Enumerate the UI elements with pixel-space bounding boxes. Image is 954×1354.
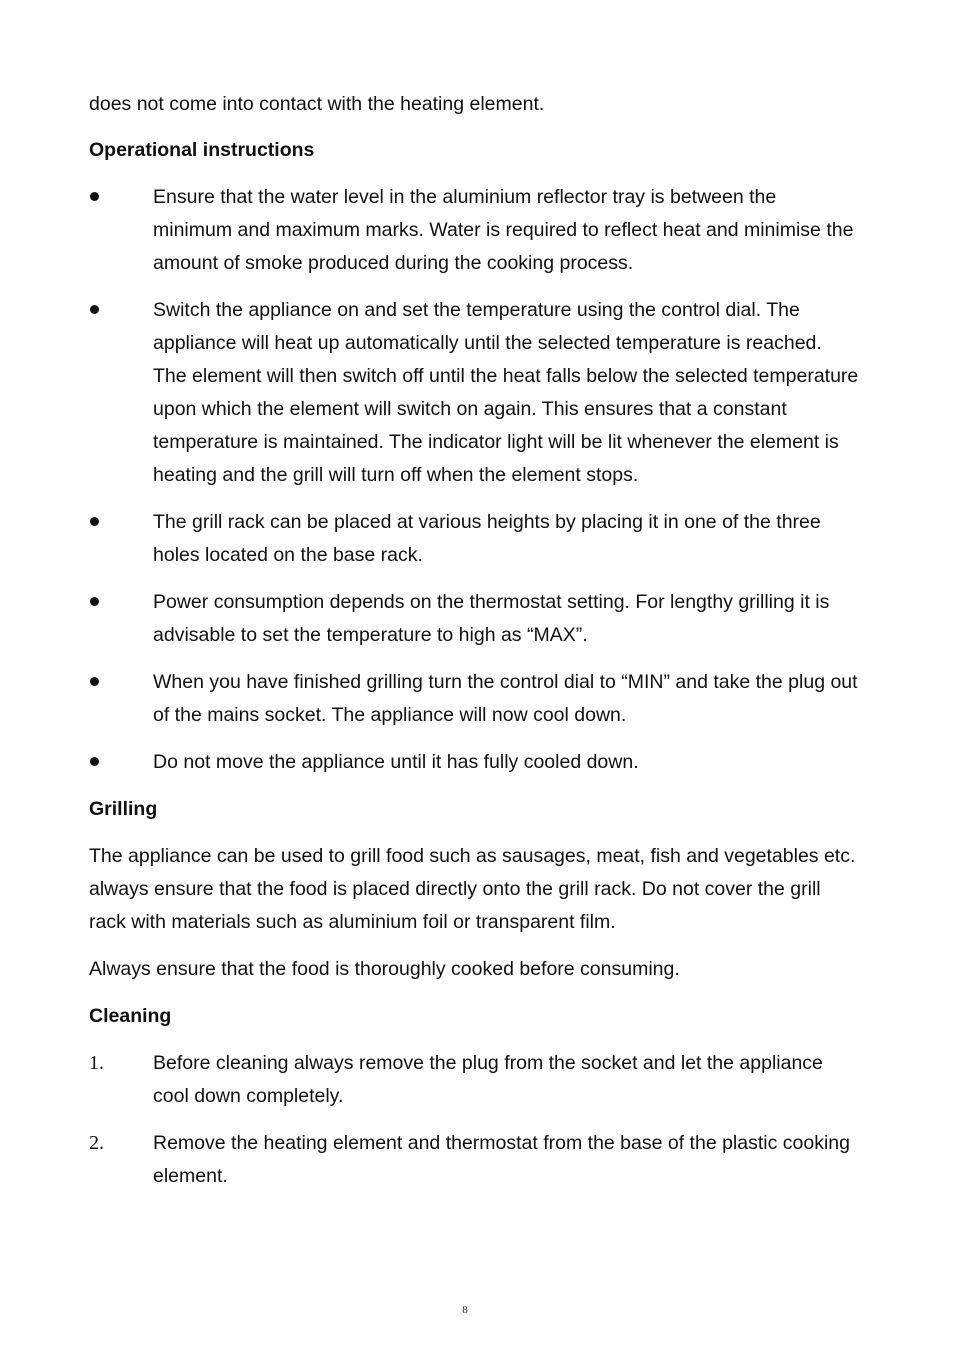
numbered-item [89, 1127, 859, 1193]
bullet-marker [89, 586, 153, 652]
numbered-text: Before cleaning always remove the plug from the socket and let the appliance cool down completely. [153, 1052, 823, 1107]
item-number: 1. [89, 1052, 104, 1074]
bullet-item [89, 586, 859, 652]
bullet-marker [89, 746, 153, 779]
numbered-text: Remove the heating element and thermostat from the base of the plastic cooking element. [153, 1132, 850, 1187]
bullet-dot-icon [90, 597, 99, 606]
bullet-item [89, 746, 859, 779]
bullet-text: Do not move the appliance until it has fully cooled down. [153, 751, 639, 773]
numbered-item [89, 1047, 859, 1113]
bullet-text: When you have finished grilling turn the control dial to “MIN” and take the plug out of the mains socket. The appliance will now cool down. [153, 671, 858, 726]
item-number: 2. [89, 1132, 104, 1154]
bullet-marker [89, 506, 153, 572]
heading-grilling: Grilling [89, 798, 158, 820]
paragraph: Always ensure that the food is thoroughly cooked before consuming. [89, 958, 680, 980]
bullet-dot-icon [90, 517, 99, 526]
heading-cleaning: Cleaning [89, 1005, 172, 1027]
bullet-item [89, 181, 859, 280]
bullet-item [89, 294, 859, 492]
bullet-text: The grill rack can be placed at various heights by placing it in one of the three holes located on the base rack. [153, 511, 821, 566]
bullet-dot-icon [90, 305, 99, 314]
paragraph: The appliance can be used to grill food such as sausages, meat, fish and vegetables etc. always ensure that the food is placed directly onto the grill rack. Do not cover the grill rack with materials such as aluminium foil or transparent film. [89, 845, 856, 933]
bullet-dot-icon [90, 757, 99, 766]
bullet-item [89, 666, 859, 732]
document-page [89, 88, 859, 1207]
heading-operational: Operational instructions [89, 139, 315, 161]
bullet-text: Switch the appliance on and set the temperature using the control dial. The appliance will heat up automatically until the selected temperature is reached. The element will then switch off until the heat falls below the selected temperature upon which the element will switch on again. This ensures that a constant temperature is maintained. The indicator light will be lit whenever the element is heating and the grill will turn off when the element stops. [153, 299, 859, 486]
lead-text: does not come into contact with the heating element. [89, 93, 545, 115]
bullet-marker [89, 666, 153, 732]
bullet-marker [89, 294, 153, 492]
bullet-item [89, 506, 859, 572]
bullet-text: Ensure that the water level in the aluminium reflector tray is between the minimum and maximum marks. Water is required to reflect heat and minimise the amount of smoke produced during the cooking process. [153, 186, 854, 274]
bullet-marker [89, 181, 153, 280]
page-number: 8 [462, 1304, 468, 1316]
bullet-dot-icon [90, 677, 99, 686]
bullet-text: Power consumption depends on the thermostat setting. For lengthy grilling it is advisable to set the temperature to high as “MAX”. [153, 591, 830, 646]
bullet-dot-icon [90, 192, 99, 201]
